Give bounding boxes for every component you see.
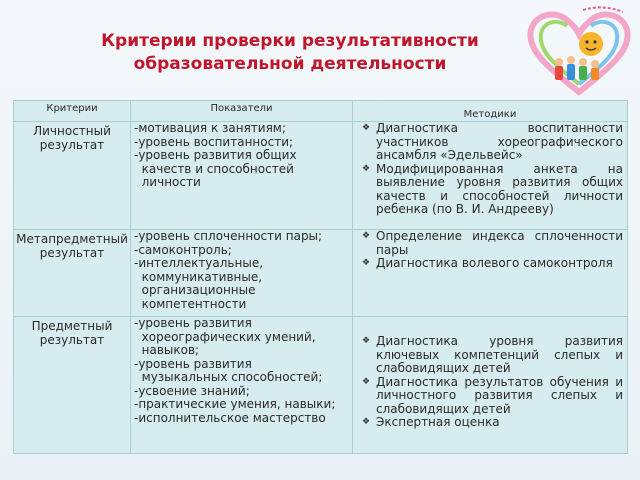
- methods-personal: [353, 122, 628, 230]
- header-criteria: Критерии: [14, 101, 131, 122]
- indicator-item: качеств и способностей: [134, 161, 294, 176]
- diamond-bullet-icon: ❖: [362, 417, 371, 427]
- indicator-item: -усвоение знаний;: [134, 383, 250, 398]
- diamond-bullet-icon: ❖: [362, 231, 371, 241]
- method-item: ❖ Экспертная оценка: [362, 415, 500, 429]
- indicator-item: -мотивация к занятиям;: [134, 121, 286, 135]
- indicator-item: -уровень развития: [134, 356, 252, 371]
- table-row-personal: [14, 122, 628, 230]
- indicator-item: -практические умения, навыки;: [134, 397, 336, 411]
- table-row-subject: [14, 317, 628, 454]
- criterion-metasubject: Метапредметный результат: [14, 230, 131, 317]
- indicator-item: -уровень сплоченности пары;: [134, 229, 323, 243]
- indicators-metasubject: [131, 230, 353, 317]
- diamond-bullet-icon: ❖: [362, 163, 371, 174]
- indicator-item: навыков;: [134, 343, 200, 357]
- method-item: ❖ Диагностика волевого самоконтроля: [362, 256, 613, 270]
- table-header-row: [14, 101, 628, 122]
- indicator-item: организационные: [134, 283, 256, 297]
- indicator-item: -самоконтроль;: [134, 242, 232, 257]
- indicator-item: музыкальных способностей;: [134, 370, 323, 384]
- methods-subject: [353, 317, 628, 454]
- criterion-subject: Предметный результат: [14, 317, 131, 454]
- slide-title-line2: образовательной деятельности: [133, 54, 447, 74]
- method-item: ❖ Модифицированная анкета на выявление уровня развития общих качеств и способностей личности ребенка (по В. И. Андреевy): [362, 161, 623, 216]
- header-indicators: Показатели: [131, 101, 353, 122]
- method-item: ❖ Диагностика результатов обучения и личностного развития слепых и слабовидящих детей: [362, 374, 623, 416]
- indicator-item: коммуникативные,: [134, 269, 263, 284]
- indicator-item: -уровень развития общих: [134, 148, 297, 162]
- methods-metasubject: [353, 230, 628, 317]
- indicator-item: -уровень воспитанности;: [134, 134, 294, 149]
- heart-children-logo: [523, 4, 635, 100]
- criterion-personal: Личностный результат: [14, 122, 131, 230]
- indicator-item: хореографических умений,: [134, 329, 316, 344]
- header-methods: Методики: [353, 101, 628, 122]
- indicator-item: -уровень развития: [134, 316, 252, 330]
- indicator-item: -исполнительское мастерство: [134, 410, 326, 425]
- criteria-table: [13, 100, 628, 454]
- diamond-bullet-icon: ❖: [362, 258, 371, 268]
- indicators-subject: [131, 317, 353, 454]
- table-row-metasubject: [14, 230, 628, 317]
- diamond-bullet-icon: ❖: [362, 376, 371, 387]
- indicator-item: компетентности: [134, 296, 247, 311]
- method-item: ❖ Определение индекса сплоченности пары: [362, 229, 623, 257]
- indicator-item: личности: [134, 175, 201, 189]
- indicator-item: -интеллектуальные,: [134, 256, 264, 270]
- method-item: ❖ Диагностика уровня развития ключевых компетенций слепых и слабовидящих детей: [362, 334, 623, 375]
- diamond-bullet-icon: ❖: [362, 123, 371, 133]
- diamond-bullet-icon: ❖: [362, 336, 371, 346]
- slide-title-line1: Критерии проверки результативности: [101, 31, 479, 51]
- indicators-personal: [131, 122, 353, 230]
- slide-title: [40, 30, 540, 76]
- method-item: ❖ Диагностика воспитанности участников хореографического ансамбля «Эдельвейс»: [362, 121, 623, 162]
